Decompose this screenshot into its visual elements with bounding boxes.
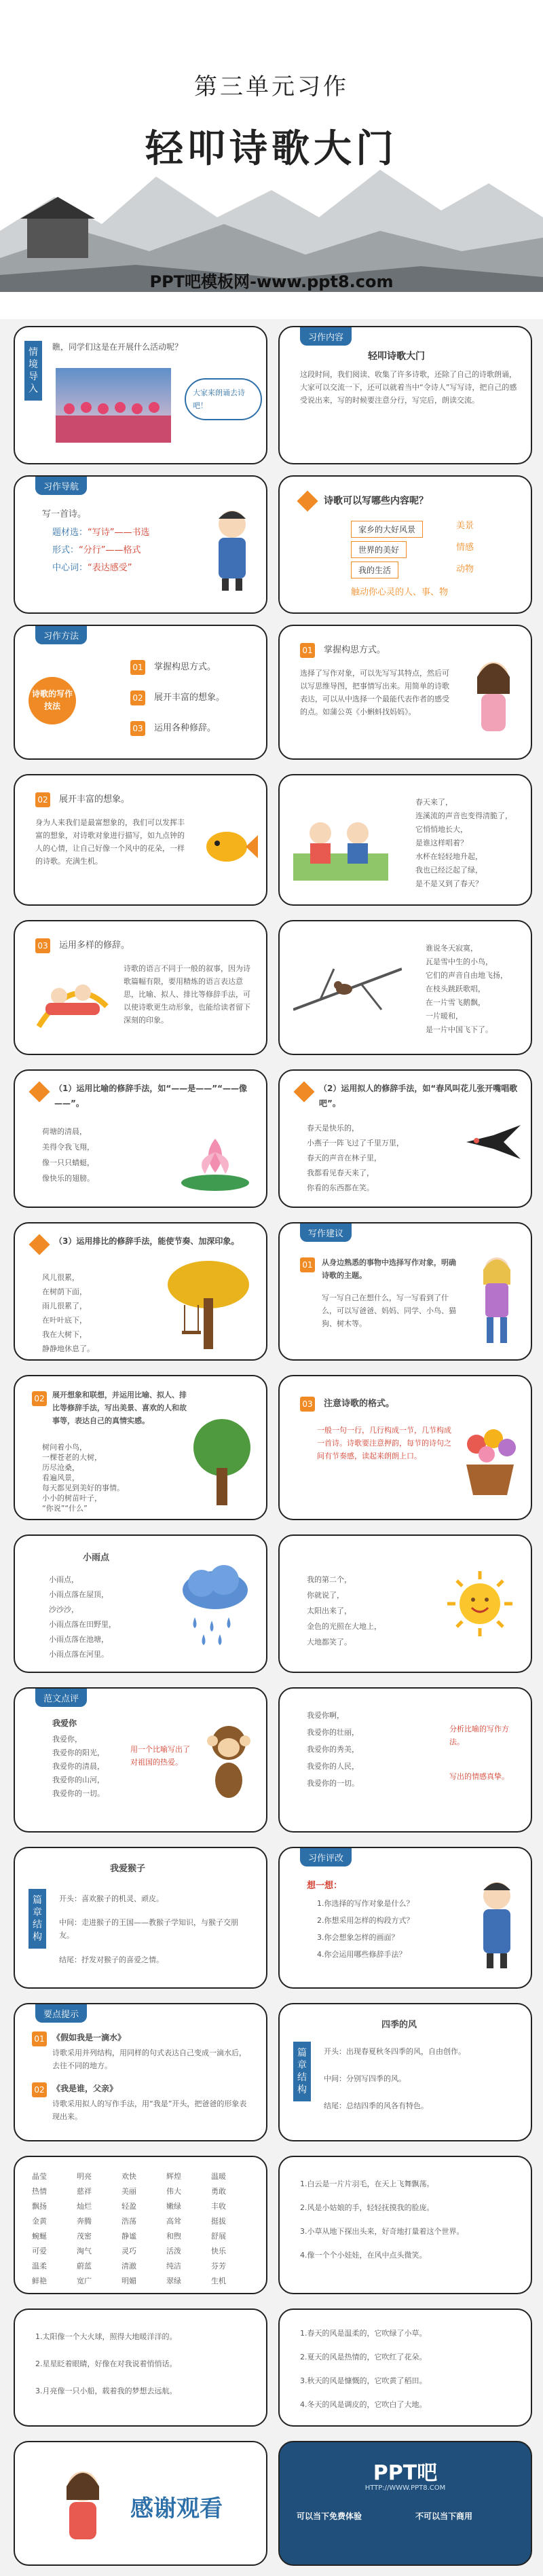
diamond-icon bbox=[29, 1081, 50, 1102]
structure-tag: 篇章结构 bbox=[29, 1889, 46, 1949]
slide-suggestion1 bbox=[278, 1222, 532, 1361]
poem-line: 我爱你的山河， bbox=[52, 1775, 105, 1784]
step-number: 03 bbox=[35, 938, 50, 953]
poem-line: 沙沙沙， bbox=[49, 1605, 79, 1614]
slide-tag: 习作评改 bbox=[300, 1848, 352, 1866]
poem-line: 一棵苍老的大树， bbox=[42, 1453, 102, 1462]
scholar-cartoon bbox=[473, 1875, 521, 1970]
tip-title: 《假如我是一滴水》 bbox=[52, 2033, 126, 2042]
word-item: 晶莹 bbox=[32, 2172, 47, 2181]
tip-body: 诗歌采用拟人的写作手法，用“我是”开头，把爸爸的形象表现出来。 bbox=[52, 2099, 247, 2121]
brand-sub: HTTP://WWW.PPT8.COM bbox=[364, 2484, 446, 2492]
slide-tag: 写作建议 bbox=[300, 1223, 352, 1242]
slide-sentences2 bbox=[14, 2308, 267, 2427]
poem-line: 是一片中国飞下了。 bbox=[426, 1025, 493, 1034]
step-number: 01 bbox=[130, 660, 145, 675]
word-item: 温暖 bbox=[211, 2172, 226, 2181]
word-item: 温柔 bbox=[32, 2262, 47, 2270]
poem-line: 小雨点， bbox=[49, 1575, 79, 1584]
sentence-line: 4.冬天的风是调皮的，它吹白了大地。 bbox=[300, 2400, 427, 2409]
slide-content bbox=[278, 326, 532, 464]
word-item: 嫩绿 bbox=[166, 2202, 181, 2211]
word-item: 飘扬 bbox=[32, 2202, 47, 2211]
slide-poem-spring bbox=[278, 774, 532, 906]
unit-label: 第三单元习作 bbox=[194, 73, 349, 100]
poem-line: 风儿很累， bbox=[42, 1273, 79, 1282]
poem-line: 小雨点落在屋顶， bbox=[49, 1590, 109, 1599]
kids-airplane-illustration bbox=[32, 965, 113, 1040]
slide-suggestion3 bbox=[278, 1375, 532, 1520]
word-item: 活泼 bbox=[166, 2247, 181, 2256]
brand-col1: 可以当下免费体验 bbox=[297, 2511, 362, 2521]
sentence-line: 1.太阳像一个大火球，照得大地暖洋洋的。 bbox=[35, 2332, 177, 2341]
intro-question: 瞧，同学们这是在开展什么活动呢？ bbox=[52, 342, 183, 352]
method-body: 选择了写作对象，可以先写写其特点，然后可以写思维导图，把事情写出来。用简单的诗歌表达，可以从中选择一个最能代表作者的感受的点。如蒲公英《小蝌蚪找妈妈》。 bbox=[300, 669, 449, 716]
word-item: 生机 bbox=[211, 2277, 226, 2285]
word-item: 美丽 bbox=[121, 2187, 136, 2196]
poem-line: 是不是又到了春天？ bbox=[415, 879, 483, 888]
poem-line: 美得令我飞翔， bbox=[42, 1143, 94, 1152]
poem-line: 在枝头跳跃歌唱， bbox=[426, 985, 485, 993]
poem-line: 像一只只蜻蜓， bbox=[42, 1158, 94, 1167]
poem-line: 一片暖和， bbox=[426, 1012, 463, 1020]
method-head: 展开丰富的想象。 bbox=[59, 794, 130, 805]
poem-line: 太阳出来了， bbox=[307, 1606, 352, 1615]
page-title: 轻叩诗歌大门 bbox=[145, 126, 398, 171]
word-item: 慈祥 bbox=[77, 2187, 92, 2196]
poem-line: 我爱你的秀美， bbox=[307, 1745, 359, 1754]
poem-line: 在叶叶底下， bbox=[42, 1316, 87, 1325]
brand-logo: PPT吧 bbox=[373, 2461, 438, 2485]
word-item: 快乐 bbox=[211, 2247, 226, 2256]
step-number: 01 bbox=[300, 643, 315, 658]
poem-line: 瓦是雪中生的小鸟， bbox=[426, 957, 493, 966]
word-item: 明亮 bbox=[77, 2172, 92, 2181]
fish-illustration bbox=[198, 816, 259, 877]
slide-guide bbox=[14, 475, 267, 614]
girl-cartoon bbox=[56, 2463, 110, 2551]
center-circle: 诗歌的写作技法 bbox=[29, 677, 76, 724]
word-item: 挺拔 bbox=[211, 2217, 226, 2226]
slide-tag: 情境导入 bbox=[24, 341, 42, 401]
sentence-line: 3.小草从地下探出头来，好奇地打量着这个世界。 bbox=[300, 2227, 464, 2236]
topic-item: 家乡的大好风景 bbox=[351, 521, 423, 538]
essay-title: 四季的风 bbox=[381, 2020, 417, 2030]
slide-sun bbox=[278, 1534, 532, 1673]
poem-line: 大地都笑了。 bbox=[307, 1638, 352, 1646]
slide-topics bbox=[278, 475, 532, 614]
sentence-line: 2.星星眨着眼睛，好像在对我说着悄悄话。 bbox=[35, 2359, 177, 2368]
poem-line: 水杯在轻轻地升起， bbox=[415, 852, 483, 861]
technique-title: （3）运用排比的修辞手法，能使节奏、加深印象。 bbox=[54, 1236, 240, 1246]
diamond-icon bbox=[293, 1081, 314, 1102]
structure-line: 开头：喜欢猴子的机灵、顽皮。 bbox=[59, 1894, 164, 1903]
rain-cloud-illustration bbox=[178, 1563, 252, 1651]
poem-line: 看遍风景， bbox=[42, 1473, 79, 1482]
step-number: 02 bbox=[32, 2082, 47, 2097]
slide-review2 bbox=[278, 1687, 532, 1833]
poem-line: 我爱你的壮丽， bbox=[307, 1728, 359, 1737]
tree-swing-illustration bbox=[164, 1257, 252, 1353]
tree-illustration bbox=[188, 1417, 256, 1505]
slide-method3 bbox=[14, 920, 267, 1055]
slide-tag: 习作内容 bbox=[300, 327, 352, 346]
slide-tag: 要点提示 bbox=[35, 2004, 87, 2023]
slide-poem-winter bbox=[278, 920, 532, 1055]
poem-line: 历尽沧桑， bbox=[42, 1463, 79, 1472]
sentence-line: 1.白云是一片片羽毛，在天上飞舞飘荡。 bbox=[300, 2179, 434, 2188]
poem-line: 雨儿很累了， bbox=[42, 1302, 87, 1310]
poem-line: 你看的东西都在笑。 bbox=[307, 1183, 374, 1192]
poem-line: 我爱你的清晨， bbox=[52, 1762, 105, 1771]
poem-line: 我爱你啊， bbox=[307, 1711, 344, 1720]
slide-suggestion2 bbox=[14, 1375, 267, 1520]
tip-body: 诗歌采用并列结构，用同样的句式表达自己变成一滴水后，去往不同的地方。 bbox=[52, 2048, 246, 2070]
slide-structure-monkey bbox=[14, 1847, 267, 1989]
slide-parallelism bbox=[14, 1222, 267, 1361]
flower-basket-illustration bbox=[460, 1424, 521, 1498]
slide-intro bbox=[14, 326, 267, 464]
poem-line: 金色的光照在大地上， bbox=[307, 1622, 381, 1631]
suggestion-body: 一般一句一行，几行构成一节，几节构成一首诗。诗歌要注意押韵，每节的诗句之间有节奏感，读起来朗朗上口。 bbox=[317, 1426, 451, 1460]
sentence-line: 3.月亮像一只小船，载着我的梦想去远航。 bbox=[35, 2387, 177, 2395]
slide-sentences3 bbox=[278, 2308, 532, 2427]
word-item: 可爱 bbox=[32, 2247, 47, 2256]
poem-line: 在树荫下面， bbox=[42, 1287, 87, 1296]
guide-row: 题材选：“写诗”——书选 bbox=[52, 528, 150, 538]
word-item: 灿烂 bbox=[77, 2202, 92, 2211]
structure-tag: 篇章结构 bbox=[293, 2042, 311, 2101]
poem-line: 春天来了， bbox=[415, 798, 453, 807]
slide-methods bbox=[14, 625, 267, 760]
suggestion-head: 注意诗歌的格式。 bbox=[324, 1399, 395, 1409]
slide-method2 bbox=[14, 774, 267, 906]
technique-title: （2）运用拟人的修辞手法，如“春风叫花儿张开嘴唱歌吧”。 bbox=[319, 1084, 518, 1108]
monkey-cartoon bbox=[202, 1719, 256, 1801]
method-body: 身为人来我们是最富想象的，我们可以发挥丰富的想象，对诗歌对象进行描写，如九点钟的人的心情，让自己好像一个风中的花朵，一样的诗歌。充满生机。 bbox=[35, 818, 185, 866]
poem-line: 像快乐的翅膀。 bbox=[42, 1174, 94, 1183]
question-item: 2.你想采用怎样的构段方式？ bbox=[317, 1916, 414, 1925]
poem-line: 我都看见春天来了， bbox=[307, 1169, 374, 1177]
topic-item: 世界的美好 bbox=[351, 541, 407, 558]
lotus-illustration bbox=[178, 1118, 252, 1193]
method-body: 诗歌的语言不同于一般的叙事，因为诗歌篇幅有限，要用精炼的语言表达意思，比喻、拟人、排比等修辞手法，可以使诗歌更生动形象，也能给读者留下深刻的印象。 bbox=[124, 964, 250, 1025]
poem-line: 它们的声音自由地飞扬， bbox=[426, 971, 508, 980]
brand-col2: 不可以当下商用 bbox=[415, 2511, 473, 2521]
step-number: 01 bbox=[32, 2031, 47, 2046]
suggestion-body: 写一写自己在想什么，写一写看到了什么，可以写爸爸、妈妈、同学、小鸟、猫狗、树木等。 bbox=[322, 1293, 456, 1328]
word-grid bbox=[32, 2171, 256, 2286]
poem-line: 它悄悄地长大， bbox=[415, 825, 468, 834]
tip-title: 《我是谁，父亲》 bbox=[52, 2084, 118, 2093]
word-item: 静谧 bbox=[121, 2232, 136, 2241]
word-item: 鲜艳 bbox=[32, 2277, 47, 2285]
slide-brand bbox=[278, 2441, 532, 2566]
girl-student-cartoon bbox=[473, 1251, 521, 1346]
poem-line: 每天都见到美好的事情。 bbox=[42, 1484, 124, 1492]
poem-title: 小雨点 bbox=[83, 1553, 110, 1563]
word-item: 蜿蜒 bbox=[32, 2232, 47, 2241]
poem-line: 小燕子一阵飞过了千里万里， bbox=[307, 1139, 404, 1147]
structure-line: 结尾：抒发对猴子的喜爱之情。 bbox=[59, 1955, 164, 1964]
poem-line: 我爱你的一切。 bbox=[307, 1779, 359, 1788]
sentence-line: 3.秋天的风是慷慨的，它吹黄了稻田。 bbox=[300, 2376, 427, 2385]
speech-bubble: 大家来朗诵去诗吧！ bbox=[185, 378, 262, 420]
slide-review1 bbox=[14, 1687, 267, 1833]
method-head: 掌握构思方式。 bbox=[324, 645, 386, 655]
birds-branch-illustration bbox=[293, 942, 402, 1037]
poem-line: 我爱你的人民， bbox=[307, 1762, 359, 1771]
word-item: 辉煌 bbox=[166, 2172, 181, 2181]
topic-right: 美景 bbox=[456, 521, 474, 531]
performance-photo bbox=[56, 368, 171, 443]
swallow-illustration bbox=[463, 1118, 524, 1166]
brand-url: PPT吧模板网-www.ppt8.com bbox=[149, 272, 394, 291]
scholar-cartoon bbox=[208, 504, 256, 592]
question-item: 1.你选择的写作对象是什么？ bbox=[317, 1899, 414, 1908]
poem-line: 小雨点落在河里。 bbox=[49, 1650, 109, 1659]
word-item: 轻盈 bbox=[121, 2202, 136, 2211]
word-item: 热情 bbox=[32, 2187, 47, 2196]
poem-line: 我爱你的阳光， bbox=[52, 1748, 105, 1757]
sentence-line: 2.风是小姑娘的手，轻轻抚摸我的脸庞。 bbox=[300, 2203, 434, 2212]
smiling-sun-illustration bbox=[446, 1570, 514, 1638]
step-number: 03 bbox=[130, 721, 145, 736]
question-item: 3.你会想象怎样的画面？ bbox=[317, 1933, 399, 1942]
word-item: 翠绿 bbox=[166, 2277, 181, 2285]
suggestion-head: 展开想象和联想，并运用比喻、拟人、排比等修辞手法，写出美景、喜欢的人和故事等，表达自己的真情实感。 bbox=[52, 1391, 187, 1425]
slide-personification bbox=[278, 1069, 532, 1208]
word-item: 欢快 bbox=[121, 2172, 136, 2181]
diamond-icon bbox=[29, 1234, 50, 1255]
step-number: 01 bbox=[300, 1257, 315, 1272]
poem-line: 我爱你的一切。 bbox=[52, 1789, 105, 1798]
poem-line: 我的第二个， bbox=[307, 1575, 352, 1584]
slide-thanks bbox=[14, 2441, 267, 2566]
poem-line: 在一片雪飞鹅飘， bbox=[426, 998, 485, 1007]
sentence-line: 1.春天的风是温柔的，它吹绿了小草。 bbox=[300, 2329, 427, 2338]
word-item: 舒展 bbox=[211, 2232, 226, 2241]
step-text: 展开丰富的想象。 bbox=[154, 693, 225, 703]
word-item: 和煦 bbox=[166, 2232, 181, 2241]
content-body: 这段时间，我们阅读、收集了许多诗歌，还除了自己的诗歌朗诵，大家可以交流一下，还可以就着当中“令诗人”写写诗，把自己的感受说出来，写的时候要注意分行，写完后，朗读交流。 bbox=[300, 370, 517, 405]
poem-line: 静静地休息了。 bbox=[42, 1344, 94, 1353]
girl-cartoon bbox=[466, 653, 521, 741]
question-item: 4.你会运用哪些修辞手法？ bbox=[317, 1950, 407, 1959]
structure-line: 结尾：总结四季的风各有特色。 bbox=[324, 2101, 428, 2110]
slide-raindrop bbox=[14, 1534, 267, 1673]
step-text: 掌握构思方式。 bbox=[154, 662, 217, 672]
slide-tips bbox=[14, 2003, 267, 2141]
suggestion-head: 从身边熟悉的事物中选择写作对象，明确诗歌的主题。 bbox=[322, 1258, 456, 1280]
word-item: 宽广 bbox=[77, 2277, 92, 2285]
poem-line: 我在大树下， bbox=[42, 1330, 87, 1339]
topic-right: 情感 bbox=[456, 542, 474, 553]
topic-right: 动物 bbox=[456, 564, 474, 574]
slide-method1 bbox=[278, 625, 532, 760]
word-item: 茂密 bbox=[77, 2232, 92, 2241]
step-number: 02 bbox=[32, 1391, 47, 1406]
word-item: 浩荡 bbox=[121, 2217, 136, 2226]
hero-banner bbox=[0, 0, 543, 319]
guide-row: 形式：“分行”——格式 bbox=[52, 545, 141, 555]
poem-line: 我也已经泛起了绿， bbox=[415, 866, 483, 875]
poem-line: 你就说了， bbox=[307, 1591, 344, 1600]
topic-item: 我的生活 bbox=[351, 562, 398, 578]
word-item: 纯洁 bbox=[166, 2262, 181, 2270]
guide-line: 写一首诗。 bbox=[42, 509, 87, 519]
guide-row: 中心词：“表达感受” bbox=[52, 563, 132, 573]
structure-line: 中间：走进猴子的王国——教猴子学知识，与猴子交朋友。 bbox=[59, 1918, 238, 1940]
content-title: 轻叩诗歌大门 bbox=[368, 351, 425, 362]
step-number: 02 bbox=[130, 691, 145, 705]
word-item: 高耸 bbox=[166, 2217, 181, 2226]
sentence-line: 2.夏天的风是热情的，它吹红了花朵。 bbox=[300, 2353, 427, 2361]
poem-line: 春天的声音在林子里， bbox=[307, 1154, 381, 1162]
word-item: 蔚蓝 bbox=[77, 2262, 92, 2270]
poem-line: 谁说冬天寂寞， bbox=[426, 944, 478, 953]
poem-line: 是谁这样唱着？ bbox=[415, 839, 468, 847]
poem-line: 我爱你， bbox=[52, 1735, 82, 1744]
poem-line: 小小的树苗叶子， bbox=[42, 1494, 102, 1503]
topics-title: 诗歌可以写哪些内容呢？ bbox=[324, 496, 428, 507]
poem-line: 春天是快乐的， bbox=[307, 1124, 359, 1133]
think-head: 想一想： bbox=[307, 1881, 343, 1891]
poem-line: 小雨点落在池塘， bbox=[49, 1635, 109, 1644]
review-note: 用一个比喻写出了对祖国的热爱。 bbox=[130, 1745, 190, 1767]
slide-sentences1 bbox=[278, 2156, 532, 2294]
slide-tag: 习作方法 bbox=[35, 626, 87, 644]
method-head: 运用多样的修辞。 bbox=[59, 940, 130, 951]
structure-line: 中间：分别写四季的风。 bbox=[324, 2074, 406, 2083]
word-item: 芬芳 bbox=[211, 2262, 226, 2270]
step-number: 03 bbox=[300, 1397, 315, 1412]
thanks-text: 感谢观看 bbox=[130, 2495, 223, 2522]
word-item: 丰收 bbox=[211, 2202, 226, 2211]
technique-title: （1）运用比喻的修辞手法，如“——是——”“——像——”。 bbox=[54, 1084, 248, 1108]
word-item: 金黄 bbox=[32, 2217, 47, 2226]
review-note: 写出的情感真挚。 bbox=[449, 1772, 509, 1781]
slide-structure-seasons bbox=[278, 2003, 532, 2141]
poem-line: 小雨点落在田野里， bbox=[49, 1620, 116, 1629]
sentence-line: 4.像一个个小娃娃，在风中点头微笑。 bbox=[300, 2251, 427, 2260]
slide-tag: 范文点评 bbox=[35, 1689, 87, 1707]
diamond-icon bbox=[297, 490, 318, 511]
structure-line: 开头：出现春夏秋冬四季的风，自由创作。 bbox=[324, 2047, 466, 2056]
step-text: 运用各种修辞。 bbox=[154, 723, 217, 733]
review-note: 分析比喻的写作方法。 bbox=[449, 1725, 509, 1746]
word-item: 淘气 bbox=[77, 2247, 92, 2256]
word-item: 伟大 bbox=[166, 2187, 181, 2196]
poem-line: 荷塘的清晨， bbox=[42, 1127, 87, 1136]
kids-reading-illustration bbox=[293, 799, 388, 881]
slide-evaluation bbox=[278, 1847, 532, 1989]
word-item: 灵巧 bbox=[121, 2247, 136, 2256]
poem-line: 树问着小鸟， bbox=[42, 1443, 87, 1452]
slide-metaphor bbox=[14, 1069, 267, 1208]
word-item: 奔腾 bbox=[77, 2217, 92, 2226]
step-number: 02 bbox=[35, 792, 50, 807]
poem-line: 连溪流的声音也变得清脆了， bbox=[415, 811, 512, 820]
essay-title: 我爱猴子 bbox=[110, 1864, 146, 1874]
poem-line: “你说”“什么” bbox=[42, 1504, 88, 1513]
poem-title: 我爱你 bbox=[52, 1718, 77, 1728]
word-item: 明媚 bbox=[121, 2277, 136, 2285]
topic-bottom: 触动你心灵的人、事、物 bbox=[351, 587, 449, 597]
slide-word-bank bbox=[14, 2156, 267, 2294]
word-item: 勇敢 bbox=[211, 2187, 226, 2196]
word-item: 清澈 bbox=[121, 2262, 136, 2270]
slide-tag: 习作导航 bbox=[35, 477, 87, 495]
